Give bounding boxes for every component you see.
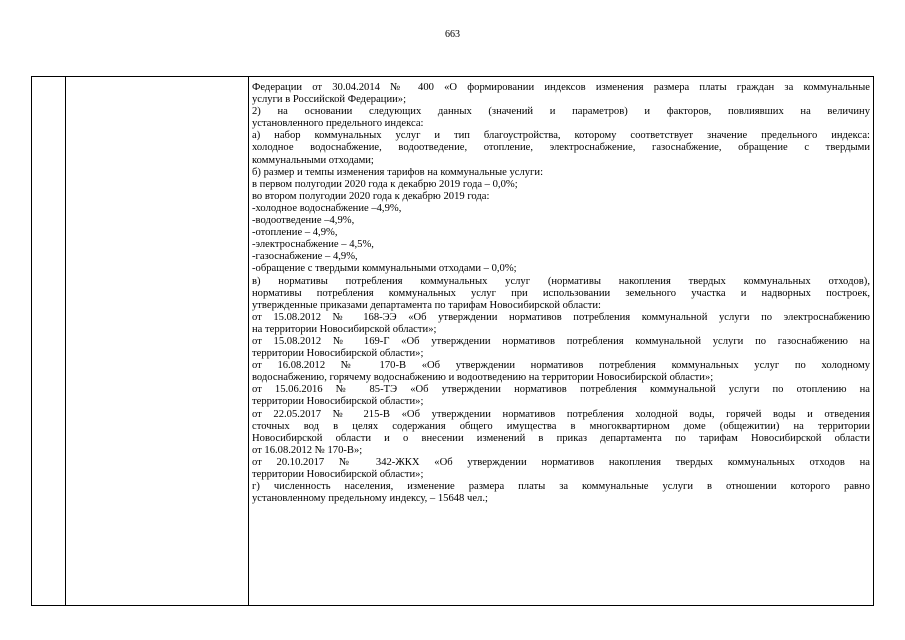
text-line: услуги в Российской Федерации»; xyxy=(252,94,407,106)
text-line: от 15.06.2016 № 85-ТЭ «Об утверждении нормативов потребления коммунальной услуги по отоплению на xyxy=(252,384,870,396)
text-line: Федерации от 30.04.2014 № 400 «О формировании индексов изменения размера платы граждан за коммунальные xyxy=(252,82,870,93)
text-line: территории Новосибирской области»; xyxy=(252,469,424,480)
text-line: в первом полугодии 2020 года к декабрю 2019 года – 0,0%; xyxy=(252,178,518,190)
text-line: во втором полугодии 2020 года к декабрю 2019 года: xyxy=(252,190,490,202)
text-line: от 15.08.2012 № 169-Г «Об утверждении нормативов потребления коммунальной услуги по газоснабжению на xyxy=(252,335,870,347)
text-line: коммунальными отходами; xyxy=(252,154,374,166)
text-line: -холодное водоснабжение –4,9%, xyxy=(252,202,402,214)
document-table xyxy=(31,76,874,606)
text-line: -отопление – 4,9%, xyxy=(252,227,338,239)
text-line: -водоотведение –4,9%, xyxy=(252,215,355,227)
text-line: установленного предельного индекса: xyxy=(252,118,424,130)
text-line: -электроснабжение – 4,5%, xyxy=(252,239,374,251)
text-line: Новосибирской области и о внесении изменений в приказ департамента по тарифам Новосибирской области xyxy=(252,432,870,444)
text-line: сточных вод в целях содержания общего имущества в многоквартирном доме (общежитии) на территории xyxy=(252,420,870,432)
text-line: 2) на основании следующих данных (значений и параметров) и факторов, повлиявших на величину xyxy=(252,106,870,118)
text-line: утвержденные приказами департамента по тарифам Новосибирской области: xyxy=(252,299,601,311)
text-line: от 20.10.2017 № 342-ЖКХ «Об утверждении нормативов накопления твердых коммунальных отходов на xyxy=(252,456,870,468)
text-line: в) нормативы потребления коммунальных услуг (нормативы накопления твердых коммунальных отходов), xyxy=(252,275,870,287)
text-line: -обращение с твердыми коммунальными отходами – 0,0%; xyxy=(252,263,517,275)
text-line: территории Новосибирской области»; xyxy=(252,348,424,360)
text-line: от 22.05.2017 № 215-В «Об утверждении нормативов потребления холодной воды, горячей воды и отведения xyxy=(252,408,870,420)
text-line: от 16.08.2012 № 170-В «Об утверждении нормативов потребления коммунальных услуг по холодному xyxy=(252,360,870,372)
table-column-content xyxy=(249,77,873,605)
text-line: водоснабжению, горячему водоснабжению и водоотведению на территории Новосибирской области»; xyxy=(252,372,714,384)
text-line: территории Новосибирской области»; xyxy=(252,396,424,408)
text-line: на территории Новосибирской области»; xyxy=(252,323,437,335)
page-number: 663 xyxy=(445,29,460,40)
text-line: от 15.08.2012 № 168-ЭЭ «Об утверждении нормативов потребления коммунальной услуги по электроснабжению xyxy=(252,311,870,323)
text-line: -газоснабжение – 4,9%, xyxy=(252,251,358,263)
text-line: а) набор коммунальных услуг и тип благоустройства, которому соответствует значение предельного индекса: xyxy=(252,130,870,142)
table-column-name xyxy=(66,77,249,605)
table-column-number xyxy=(32,77,66,605)
text-line: нормативы потребления коммунальных услуг при использовании земельного участка и надворных построек, xyxy=(252,287,870,299)
text-line: г) численность населения, изменение размера платы за коммунальные услуги в отношении которого равно xyxy=(252,481,870,493)
text-line: б) размер и темпы изменения тарифов на коммунальные услуги: xyxy=(252,166,544,178)
text-line: холодное водоснабжение, водоотведение, отопление, электроснабжение, газоснабжение, обращение с твердыми xyxy=(252,142,870,154)
text-line: установленному предельному индексу, – 15648 чел.; xyxy=(252,493,488,505)
text-line: от 16.08.2012 № 170-В»; xyxy=(252,444,363,456)
